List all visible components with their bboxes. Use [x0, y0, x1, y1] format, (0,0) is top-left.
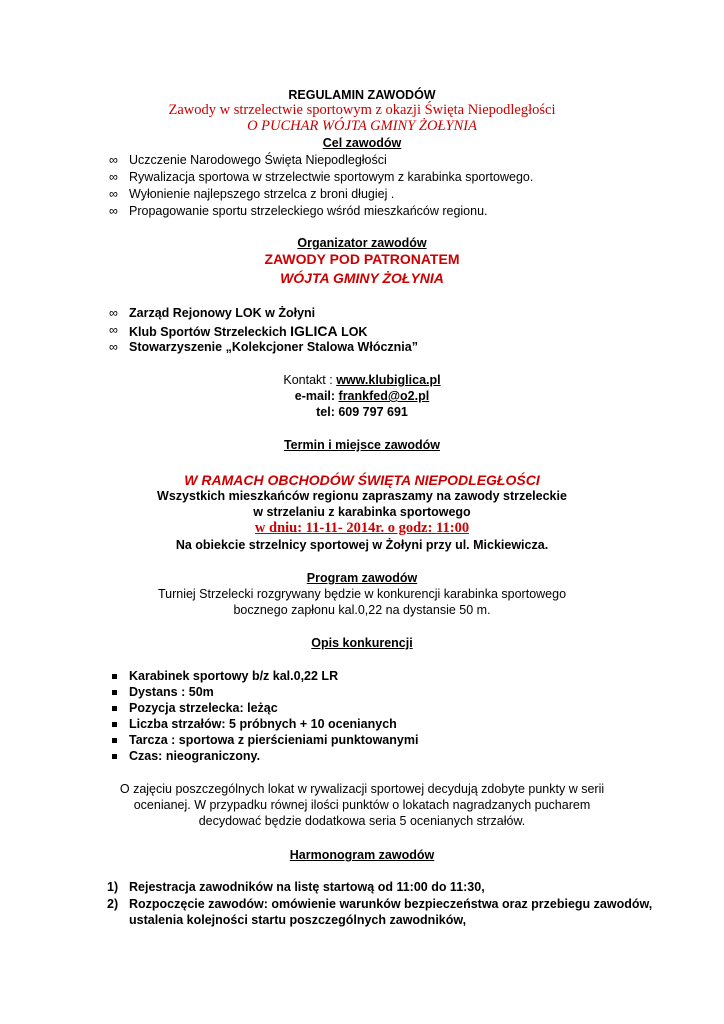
event-place: Na obiekcie strzelnicy sportowej w Żołyni przy ul. Mickiewicza. [175, 538, 549, 552]
document-subtitle: Zawody w strzelectwie sportowym z okazji Święta Niepodległości [168, 102, 556, 118]
document-title: REGULAMIN ZAWODÓW [288, 88, 436, 102]
list-item: ∞ Wyłonienie najlepszego strzelca z broni długiej . [109, 187, 395, 201]
patronage-line-1: ZAWODY POD PATRONATEM [264, 251, 460, 267]
program-line-2: bocznego zapłonu kal.0,22 na dystansie 50 m. [233, 603, 491, 617]
square-bullet-icon [112, 722, 117, 727]
square-bullet-icon [112, 674, 117, 679]
patronage-line-2: WÓJTA GMINY ŻOŁYNIA [280, 270, 444, 286]
schedule-heading: Harmonogram zawodów [289, 848, 435, 862]
organizer-heading: Organizator zawodów [297, 236, 427, 250]
contact-web-line: Kontakt : www.klubiglica.pl [283, 373, 441, 387]
list-item: ∞ Klub Sportów Strzeleckich IGLICA LOK [109, 323, 368, 339]
list-item: Dystans : 50m [129, 685, 214, 699]
email-link[interactable]: frankfed@o2.pl [338, 389, 430, 403]
infinity-bullet-icon: ∞ [109, 340, 118, 354]
invite-line-1: Wszystkich mieszkańców regionu zapraszamy na zawody strzeleckie [157, 489, 567, 503]
infinity-bullet-icon: ∞ [109, 170, 118, 184]
list-item: ∞ Stowarzyszenie „Kolekcjoner Stalowa Włócznia” [109, 340, 418, 354]
infinity-bullet-icon: ∞ [109, 153, 118, 167]
list-item-continuation: ustalenia kolejności startu poszczególnych zawodników, [129, 913, 467, 927]
program-heading: Program zawodów [306, 571, 418, 585]
list-item: 2) Rozpoczęcie zawodów: omówienie warunków bezpieczeństwa oraz przebiegu zawodów, [107, 897, 653, 911]
list-item: 1) Rejestracja zawodników na listę startową od 11:00 do 11:30, [107, 880, 485, 894]
item-number: 2) [107, 897, 119, 911]
infinity-bullet-icon: ∞ [109, 323, 118, 337]
list-item: Czas: nieograniczony. [129, 749, 260, 763]
invite-line-2: w strzelaniu z karabinka sportowego [253, 505, 471, 519]
list-item: ∞ Rywalizacja sportowa w strzelectwie sportowym z karabinka sportowego. [109, 170, 534, 184]
rules-line-1: O zajęciu poszczególnych lokat w rywalizacji sportowej decydują zdobyte punkty w serii [119, 782, 605, 796]
goals-heading: Cel zawodów [322, 136, 402, 150]
cup-title: O PUCHAR WÓJTA GMINY ŻOŁYNIA [247, 118, 477, 134]
website-link[interactable]: www.klubiglica.pl [336, 373, 441, 387]
list-item: ∞ Zarząd Rejonowy LOK w Żołyni [109, 306, 316, 320]
program-line-1: Turniej Strzelecki rozgrywany będzie w konkurencji karabinka sportowego [157, 587, 567, 601]
celebration-title: W RAMACH OBCHODÓW ŚWIĘTA NIEPODLEGŁOŚCI [184, 472, 540, 488]
list-item: Liczba strzałów: 5 próbnych + 10 ocenianych [129, 717, 397, 731]
item-number: 1) [107, 880, 119, 894]
infinity-bullet-icon: ∞ [109, 306, 118, 320]
competition-heading: Opis konkurencji [311, 636, 413, 650]
square-bullet-icon [112, 754, 117, 759]
list-item: Pozycja strzelecka: leżąc [129, 701, 278, 715]
list-item: Karabinek sportowy b/z kal.0,22 LR [129, 669, 338, 683]
contact-email-line: e-mail: frankfed@o2.pl [294, 389, 430, 403]
contact-phone: tel: 609 797 691 [316, 405, 408, 419]
venue-heading: Termin i miejsce zawodów [283, 438, 441, 452]
event-date: w dniu: 11-11- 2014r. o godz: 11:00 [254, 520, 470, 536]
list-item: ∞ Uczczenie Narodowego Święta Niepodległości [109, 153, 387, 167]
square-bullet-icon [112, 738, 117, 743]
rules-line-2: ocenianej. W przypadku równej ilości punktów o lokatach nagradzanych pucharem [133, 798, 591, 812]
club-name-emphasis: IGLICA [290, 323, 338, 339]
list-item: Tarcza : sportowa z pierścieniami punktowanymi [129, 733, 418, 747]
square-bullet-icon [112, 706, 117, 711]
rules-line-3: decydować będzie dodatkowa seria 5 ocenianych strzałów. [198, 814, 526, 828]
square-bullet-icon [112, 690, 117, 695]
list-item: ∞ Propagowanie sportu strzeleckiego wśród mieszkańców regionu. [109, 204, 488, 218]
infinity-bullet-icon: ∞ [109, 204, 118, 218]
infinity-bullet-icon: ∞ [109, 187, 118, 201]
